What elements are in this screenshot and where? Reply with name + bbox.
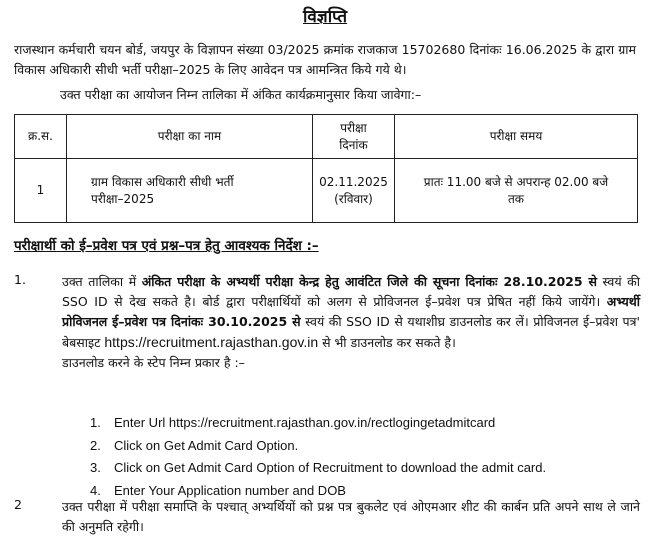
instruction-item-1 bbox=[14, 272, 640, 373]
step-3-text: Click on Get Admit Card Option of Recruitment to download the admit card. bbox=[114, 460, 547, 475]
header-exam-date bbox=[313, 115, 395, 159]
list-item bbox=[90, 457, 546, 480]
item-1-text-a: उक्त तालिका में bbox=[62, 274, 142, 289]
item-1-text-b: स्वयं की SSO ID से देख सकते है। बोर्ड द्वारा परीक्षार्थियों को अलग से प्रोविजनल ई–प्रवेश पत्र प्रेषित नहीं किये जायेंगे। bbox=[62, 274, 640, 309]
item-1-text-c: स्वयं की SSO ID से यथाशीघ्र डाउनलोड कर लें। प्रोविजनल ई–प्रवेश पत्र' बेबसाइट bbox=[62, 314, 640, 350]
header-sno: क्र.स. bbox=[15, 115, 67, 159]
item-1-bold-b: अभ्यर्थी प्रोविजनल ई–प्रवेश पत्र दिनांकः 30.10.2025 से bbox=[62, 294, 640, 329]
step-3-number: 3. bbox=[90, 460, 101, 475]
list-item bbox=[90, 435, 546, 458]
item-1-bold-a: अंकित परीक्षा के अभ्यर्थी परीक्षा केन्द्र हेतु आवंटित जिले की सूचना दिनांकः 28.10.2025 से bbox=[141, 274, 597, 289]
cell-exam-time-line1: प्रातः 11.00 बजे से अपरान्ह 02.00 बजे bbox=[423, 174, 609, 189]
cell-exam-time-line2: तक bbox=[507, 191, 525, 206]
cell-exam-day: (रविवार) bbox=[334, 191, 373, 206]
exam-schedule-table bbox=[14, 114, 638, 223]
cell-exam-name-line2: परीक्षा–2025 bbox=[91, 191, 155, 206]
header-exam-date-line1: परीक्षा bbox=[340, 120, 367, 135]
header-exam-name: परीक्षा का नाम bbox=[67, 115, 313, 159]
recruitment-website-link[interactable]: https://recruitment.rajasthan.gov.in bbox=[104, 334, 319, 350]
table-row bbox=[15, 159, 638, 223]
cell-exam-name bbox=[67, 159, 313, 223]
list-item bbox=[90, 412, 546, 435]
cell-exam-date-line1: 02.11.2025 bbox=[319, 174, 388, 189]
step-2-text: Click on Get Admit Card Option. bbox=[114, 437, 299, 453]
cell-exam-name-line1: ग्राम विकास अधिकारी सीधी भर्ती bbox=[91, 174, 234, 189]
download-steps-list bbox=[90, 412, 546, 502]
step-1-text: Enter Url https://recruitment.rajasthan.gov.in/rectlogingetadmitcard bbox=[114, 415, 496, 430]
header-exam-time: परीक्षा समय bbox=[395, 115, 638, 159]
download-steps-label: डाउनलोड करने के स्टेप निम्न प्रकार है :– bbox=[62, 355, 245, 370]
instructions-heading: परीक्षार्थी को ई–प्रवेश पत्र एवं प्रश्न–पत्र हेतु आवश्यक निर्देश :– bbox=[14, 238, 319, 254]
step-1-number: 1. bbox=[90, 415, 101, 430]
step-4-text: Enter Your Application number and DOB bbox=[114, 482, 346, 498]
cell-exam-date bbox=[313, 159, 395, 223]
step-4-number: 4. bbox=[90, 482, 101, 498]
intro-paragraph: राजस्थान कर्मचारी चयन बोर्ड, जयपुर के विज्ञापन संख्या 03/2025 क्रमांक राजकाज 15702680 दिनांकः 16.06.2025 के द्वारा ग्राम विकास अधिकारी सीधी भर्ती परीक्षा–2025 के लिए आवेदन पत्र आमन्त्रित किये गये थे। bbox=[14, 42, 636, 77]
step-2-number: 2. bbox=[90, 437, 101, 453]
item-1-text-d: से भी डाउनलोड कर सकते है। bbox=[318, 335, 456, 350]
item-2-number: 2 bbox=[14, 497, 22, 512]
table-header-row bbox=[15, 115, 638, 159]
cell-exam-time bbox=[395, 159, 638, 223]
cell-sno: 1 bbox=[15, 159, 67, 223]
notice-title: विज्ञप्ति bbox=[302, 7, 348, 27]
intro-schedule-line: उक्त परीक्षा का आयोजन निम्न तालिका में अंकित कार्यक्रमानुसार किया जावेगा:– bbox=[60, 87, 422, 102]
instruction-item-2 bbox=[14, 497, 640, 537]
item-2-body: उक्त परीक्षा में परीक्षा समाप्ति के पश्चात् अभ्यर्थियों को प्रश्न पत्र बुकलेट एवं ओएमआर शीट की कार्बन प्रति अपने साथ ले जाने की अनुमति रहेगी। bbox=[62, 499, 640, 534]
item-1-body bbox=[62, 272, 640, 353]
item-1-number: 1. bbox=[14, 272, 26, 287]
header-exam-date-line2: दिनांक bbox=[339, 137, 368, 152]
